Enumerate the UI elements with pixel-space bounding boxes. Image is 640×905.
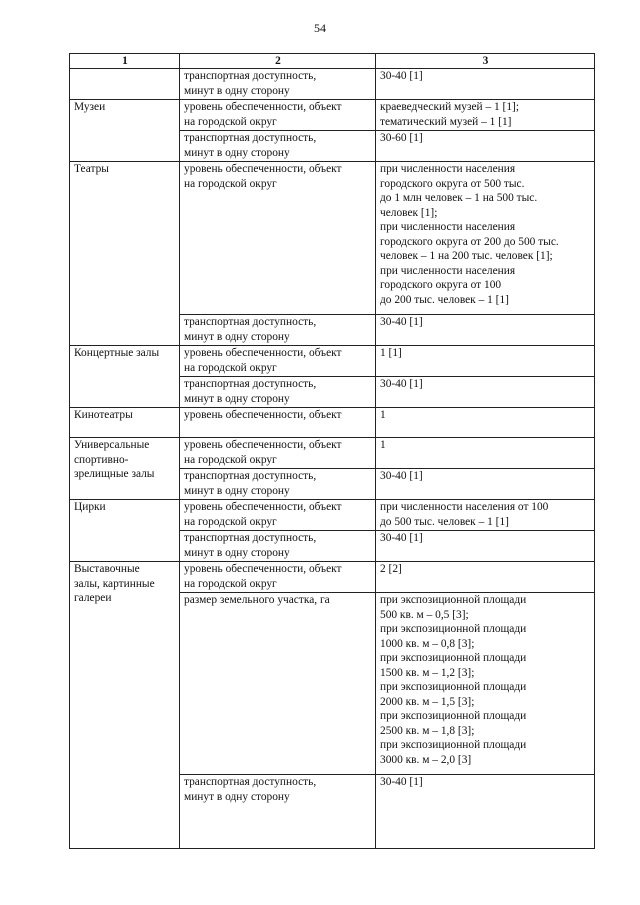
object-cell: Универсальные спортивно- зрелищные залы [70,438,180,500]
table-row [70,69,595,100]
indicator-cell: транспортная доступность, минут в одну сторону [180,775,376,849]
indicator-cell: транспортная доступность, минут в одну сторону [180,377,376,408]
table-row [70,162,595,315]
value-cell: 1 [376,408,595,438]
value-cell: при численности населения городского округа от 500 тыс. до 1 млн человек – 1 на 500 тыс. человек [1]; при численности населения городского округа от 200 до 500 тыс. человек – 1 на 200 тыс. человек [1]; при численности населения городского округа от 100 до 200 тыс. человек – 1 [1] [376,162,595,315]
table-header-row [70,54,595,69]
object-cell: Кинотеатры [70,408,180,438]
indicator-cell: размер земельного участка, га [180,593,376,775]
page-number: 54 [314,21,326,35]
table-row [70,438,595,469]
value-cell: 1 [376,438,595,469]
value-cell: 1 [1] [376,346,595,377]
value-cell: 30-40 [1] [376,469,595,500]
indicator-cell: транспортная доступность, минут в одну сторону [180,131,376,162]
object-cell: Выставочные залы, картинные галереи [70,562,180,849]
indicator-cell: уровень обеспеченности, объект на городской округ [180,346,376,377]
value-cell: 30-40 [1] [376,531,595,562]
indicator-cell: транспортная доступность, минут в одну сторону [180,531,376,562]
object-cell: Концертные залы [70,346,180,408]
indicator-cell: уровень обеспеченности, объект [180,408,376,438]
table-row [70,346,595,377]
value-cell: при экспозиционной площади 500 кв. м – 0,5 [3]; при экспозиционной площади 1000 кв. м – 0,8 [3]; при экспозиционной площади 1500 кв. м – 1,2 [3]; при экспозиционной площади 2000 кв. м – 1,5 [3]; при экспозиционной площади 2500 кв. м – 1,8 [3]; при экспозиционной площади 3000 кв. м – 2,0 [3] [376,593,595,775]
value-cell: 30-40 [1] [376,69,595,100]
column-header-3: 3 [376,54,595,69]
norms-table [69,53,595,849]
indicator-cell: транспортная доступность, минут в одну сторону [180,69,376,100]
object-cell: Музеи [70,100,180,162]
indicator-cell: уровень обеспеченности, объект на городской округ [180,162,376,315]
value-cell: краеведческий музей – 1 [1]; тематический музей – 1 [1] [376,100,595,131]
value-cell: 30-40 [1] [376,315,595,346]
value-cell: 30-40 [1] [376,377,595,408]
object-cell [70,69,180,100]
value-cell: 2 [2] [376,562,595,593]
indicator-cell: уровень обеспеченности, объект на городской округ [180,500,376,531]
object-cell: Цирки [70,500,180,562]
value-cell: 30-60 [1] [376,131,595,162]
table-row [70,562,595,593]
indicator-cell: уровень обеспеченности, объект на городской округ [180,562,376,593]
object-cell: Театры [70,162,180,346]
indicator-cell: уровень обеспеченности, объект на городской округ [180,100,376,131]
table-row [70,408,595,438]
value-cell: при численности населения от 100 до 500 тыс. человек – 1 [1] [376,500,595,531]
indicator-cell: транспортная доступность, минут в одну сторону [180,469,376,500]
indicator-cell: транспортная доступность, минут в одну сторону [180,315,376,346]
value-cell: 30-40 [1] [376,775,595,849]
indicator-cell: уровень обеспеченности, объект на городской округ [180,438,376,469]
column-header-2: 2 [180,54,376,69]
column-header-1: 1 [70,54,180,69]
table-row [70,500,595,531]
table-row [70,100,595,131]
